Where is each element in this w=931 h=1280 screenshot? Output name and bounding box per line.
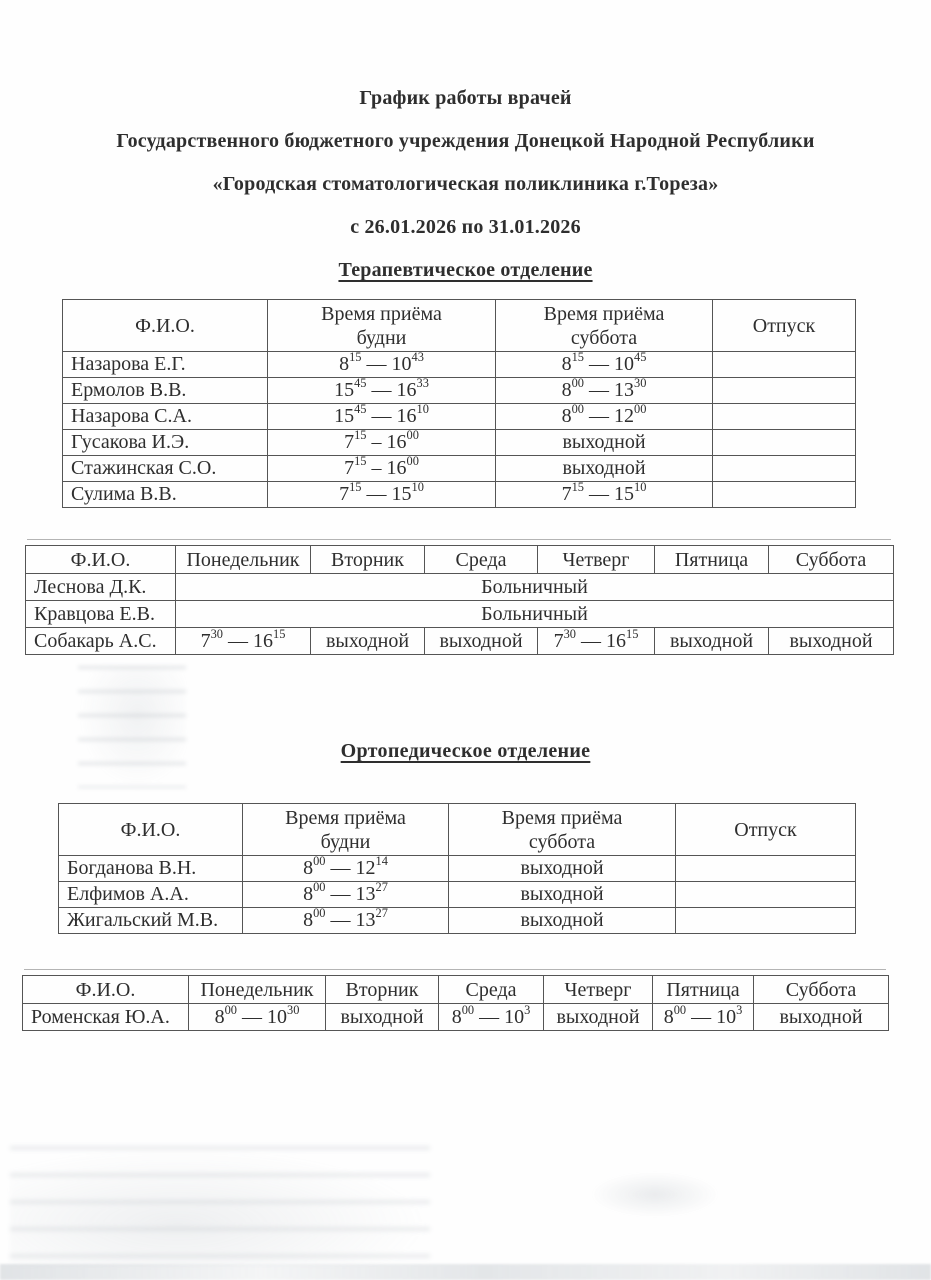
time-cell: $8^{00}$ — $12^{00}$ xyxy=(496,404,713,430)
scan-bleedthrough-artifact xyxy=(78,666,186,788)
time-cell: $15^{45}$ — $16^{33}$ xyxy=(268,378,496,404)
header-monday: Понедельник xyxy=(189,976,326,1004)
header-saturday: Суббота xyxy=(769,546,894,574)
table-header-row xyxy=(59,804,856,856)
table-header-row xyxy=(23,976,889,1004)
time-cell: выходной xyxy=(311,628,425,655)
time-cell: $8^{00}$ — $12^{14}$ xyxy=(243,856,449,882)
time-cell: выходной xyxy=(769,628,894,655)
header-monday: Понедельник xyxy=(176,546,311,574)
fio-cell: Сулима В.В. xyxy=(63,482,268,508)
header-fio: Ф.И.О. xyxy=(26,546,176,574)
header-weekday-hours: Время приёма будни xyxy=(268,300,496,352)
header-weekday-hours: Время приёма будни xyxy=(243,804,449,856)
orthopedic-week-table xyxy=(22,975,888,1031)
header-wednesday: Среда xyxy=(425,546,538,574)
fio-cell: Назарова Е.Г. xyxy=(63,352,268,378)
header-thursday: Четверг xyxy=(538,546,655,574)
header-saturday: Суббота xyxy=(754,976,889,1004)
time-cell: $7^{30}$ — $16^{15}$ xyxy=(176,628,311,655)
table-header-row xyxy=(63,300,856,352)
header-thursday: Четверг xyxy=(544,976,653,1004)
fio-cell: Леснова Д.К. xyxy=(26,574,176,601)
table-header-row xyxy=(26,546,894,574)
table-row xyxy=(26,574,894,601)
scan-line-artifact xyxy=(27,539,891,540)
table-row xyxy=(59,882,856,908)
therapy-week-table xyxy=(25,545,893,655)
date-range: с 26.01.2026 по 31.01.2026 xyxy=(350,216,581,238)
scan-bleedthrough-artifact xyxy=(0,1264,931,1280)
time-cell: выходной xyxy=(449,908,676,934)
time-cell: выходной xyxy=(496,456,713,482)
therapy-hours-table xyxy=(62,299,855,508)
vacation-cell xyxy=(713,378,856,404)
fio-cell: Собакарь А.С. xyxy=(26,628,176,655)
table-row xyxy=(59,908,856,934)
therapy-section-heading: Терапевтическое отделение xyxy=(338,259,593,281)
clinic-name-line: «Городская стоматологическая поликлиника г.Тореза» xyxy=(212,173,719,195)
vacation-cell xyxy=(676,908,856,934)
status-cell: Больничный xyxy=(176,574,894,601)
header-fio: Ф.И.О. xyxy=(63,300,268,352)
scan-bleedthrough-artifact xyxy=(10,1146,430,1266)
table-row xyxy=(26,628,894,655)
header-wednesday: Среда xyxy=(439,976,544,1004)
header-saturday-hours: Время приёма суббота xyxy=(496,300,713,352)
header-vacation: Отпуск xyxy=(713,300,856,352)
fio-cell: Елфимов А.А. xyxy=(59,882,243,908)
time-cell: $8^{00}$ — $10^3$ xyxy=(439,1004,544,1031)
time-cell: $8^{00}$ — $10^3$ xyxy=(653,1004,754,1031)
organization-line: Государственного бюджетного учреждения Донецкой Народной Республики xyxy=(116,130,815,152)
time-cell: $8^{00}$ — $13^{30}$ xyxy=(496,378,713,404)
header-saturday-hours: Время приёма суббота xyxy=(449,804,676,856)
time-cell: $15^{45}$ — $16^{10}$ xyxy=(268,404,496,430)
time-cell: $8^{15}$ — $10^{45}$ xyxy=(496,352,713,378)
time-cell: $7^{15}$ — $15^{10}$ xyxy=(268,482,496,508)
fio-cell: Назарова С.А. xyxy=(63,404,268,430)
vacation-cell xyxy=(713,482,856,508)
time-cell: $7^{30}$ — $16^{15}$ xyxy=(538,628,655,655)
fio-cell: Ермолов В.В. xyxy=(63,378,268,404)
orthopedic-hours-table xyxy=(58,803,855,934)
table-row xyxy=(63,378,856,404)
header-vacation: Отпуск xyxy=(676,804,856,856)
fio-cell: Богданова В.Н. xyxy=(59,856,243,882)
time-cell: $7^{15} - 16^{00}$ xyxy=(268,456,496,482)
time-cell: $8^{00}$ — $10^{30}$ xyxy=(189,1004,326,1031)
vacation-cell xyxy=(676,882,856,908)
scan-line-artifact xyxy=(24,969,886,970)
header-fio: Ф.И.О. xyxy=(23,976,189,1004)
time-cell: выходной xyxy=(655,628,769,655)
table-row xyxy=(59,856,856,882)
fio-cell: Жигальский М.В. xyxy=(59,908,243,934)
table-row xyxy=(63,456,856,482)
header-fio: Ф.И.О. xyxy=(59,804,243,856)
status-cell: Больничный xyxy=(176,601,894,628)
vacation-cell xyxy=(713,430,856,456)
table-row xyxy=(63,352,856,378)
fio-cell: Гусакова И.Э. xyxy=(63,430,268,456)
vacation-cell xyxy=(676,856,856,882)
time-cell: выходной xyxy=(425,628,538,655)
time-cell: выходной xyxy=(326,1004,439,1031)
time-cell: выходной xyxy=(449,882,676,908)
time-cell: $7^{15} - 16^{00}$ xyxy=(268,430,496,456)
fio-cell: Стажинская С.О. xyxy=(63,456,268,482)
scan-bleedthrough-artifact xyxy=(590,1172,720,1217)
header-tuesday: Вторник xyxy=(311,546,425,574)
time-cell: $7^{15}$ — $15^{10}$ xyxy=(496,482,713,508)
document-header xyxy=(0,86,931,301)
time-cell: выходной xyxy=(754,1004,889,1031)
time-cell: $8^{00}$ — $13^{27}$ xyxy=(243,882,449,908)
header-tuesday: Вторник xyxy=(326,976,439,1004)
time-cell: выходной xyxy=(544,1004,653,1031)
orthopedic-section xyxy=(0,740,931,763)
header-friday: Пятница xyxy=(653,976,754,1004)
table-row xyxy=(63,404,856,430)
vacation-cell xyxy=(713,404,856,430)
vacation-cell xyxy=(713,456,856,482)
table-row xyxy=(63,482,856,508)
time-cell: $8^{15}$ — $10^{43}$ xyxy=(268,352,496,378)
table-row xyxy=(23,1004,889,1031)
time-cell: выходной xyxy=(449,856,676,882)
table-row xyxy=(63,430,856,456)
header-friday: Пятница xyxy=(655,546,769,574)
time-cell: выходной xyxy=(496,430,713,456)
orthopedic-section-heading: Ортопедическое отделение xyxy=(340,740,591,762)
table-row xyxy=(26,601,894,628)
vacation-cell xyxy=(713,352,856,378)
fio-cell: Кравцова Е.В. xyxy=(26,601,176,628)
document-title: График работы врачей xyxy=(359,87,572,109)
fio-cell: Роменская Ю.А. xyxy=(23,1004,189,1031)
time-cell: $8^{00}$ — $13^{27}$ xyxy=(243,908,449,934)
